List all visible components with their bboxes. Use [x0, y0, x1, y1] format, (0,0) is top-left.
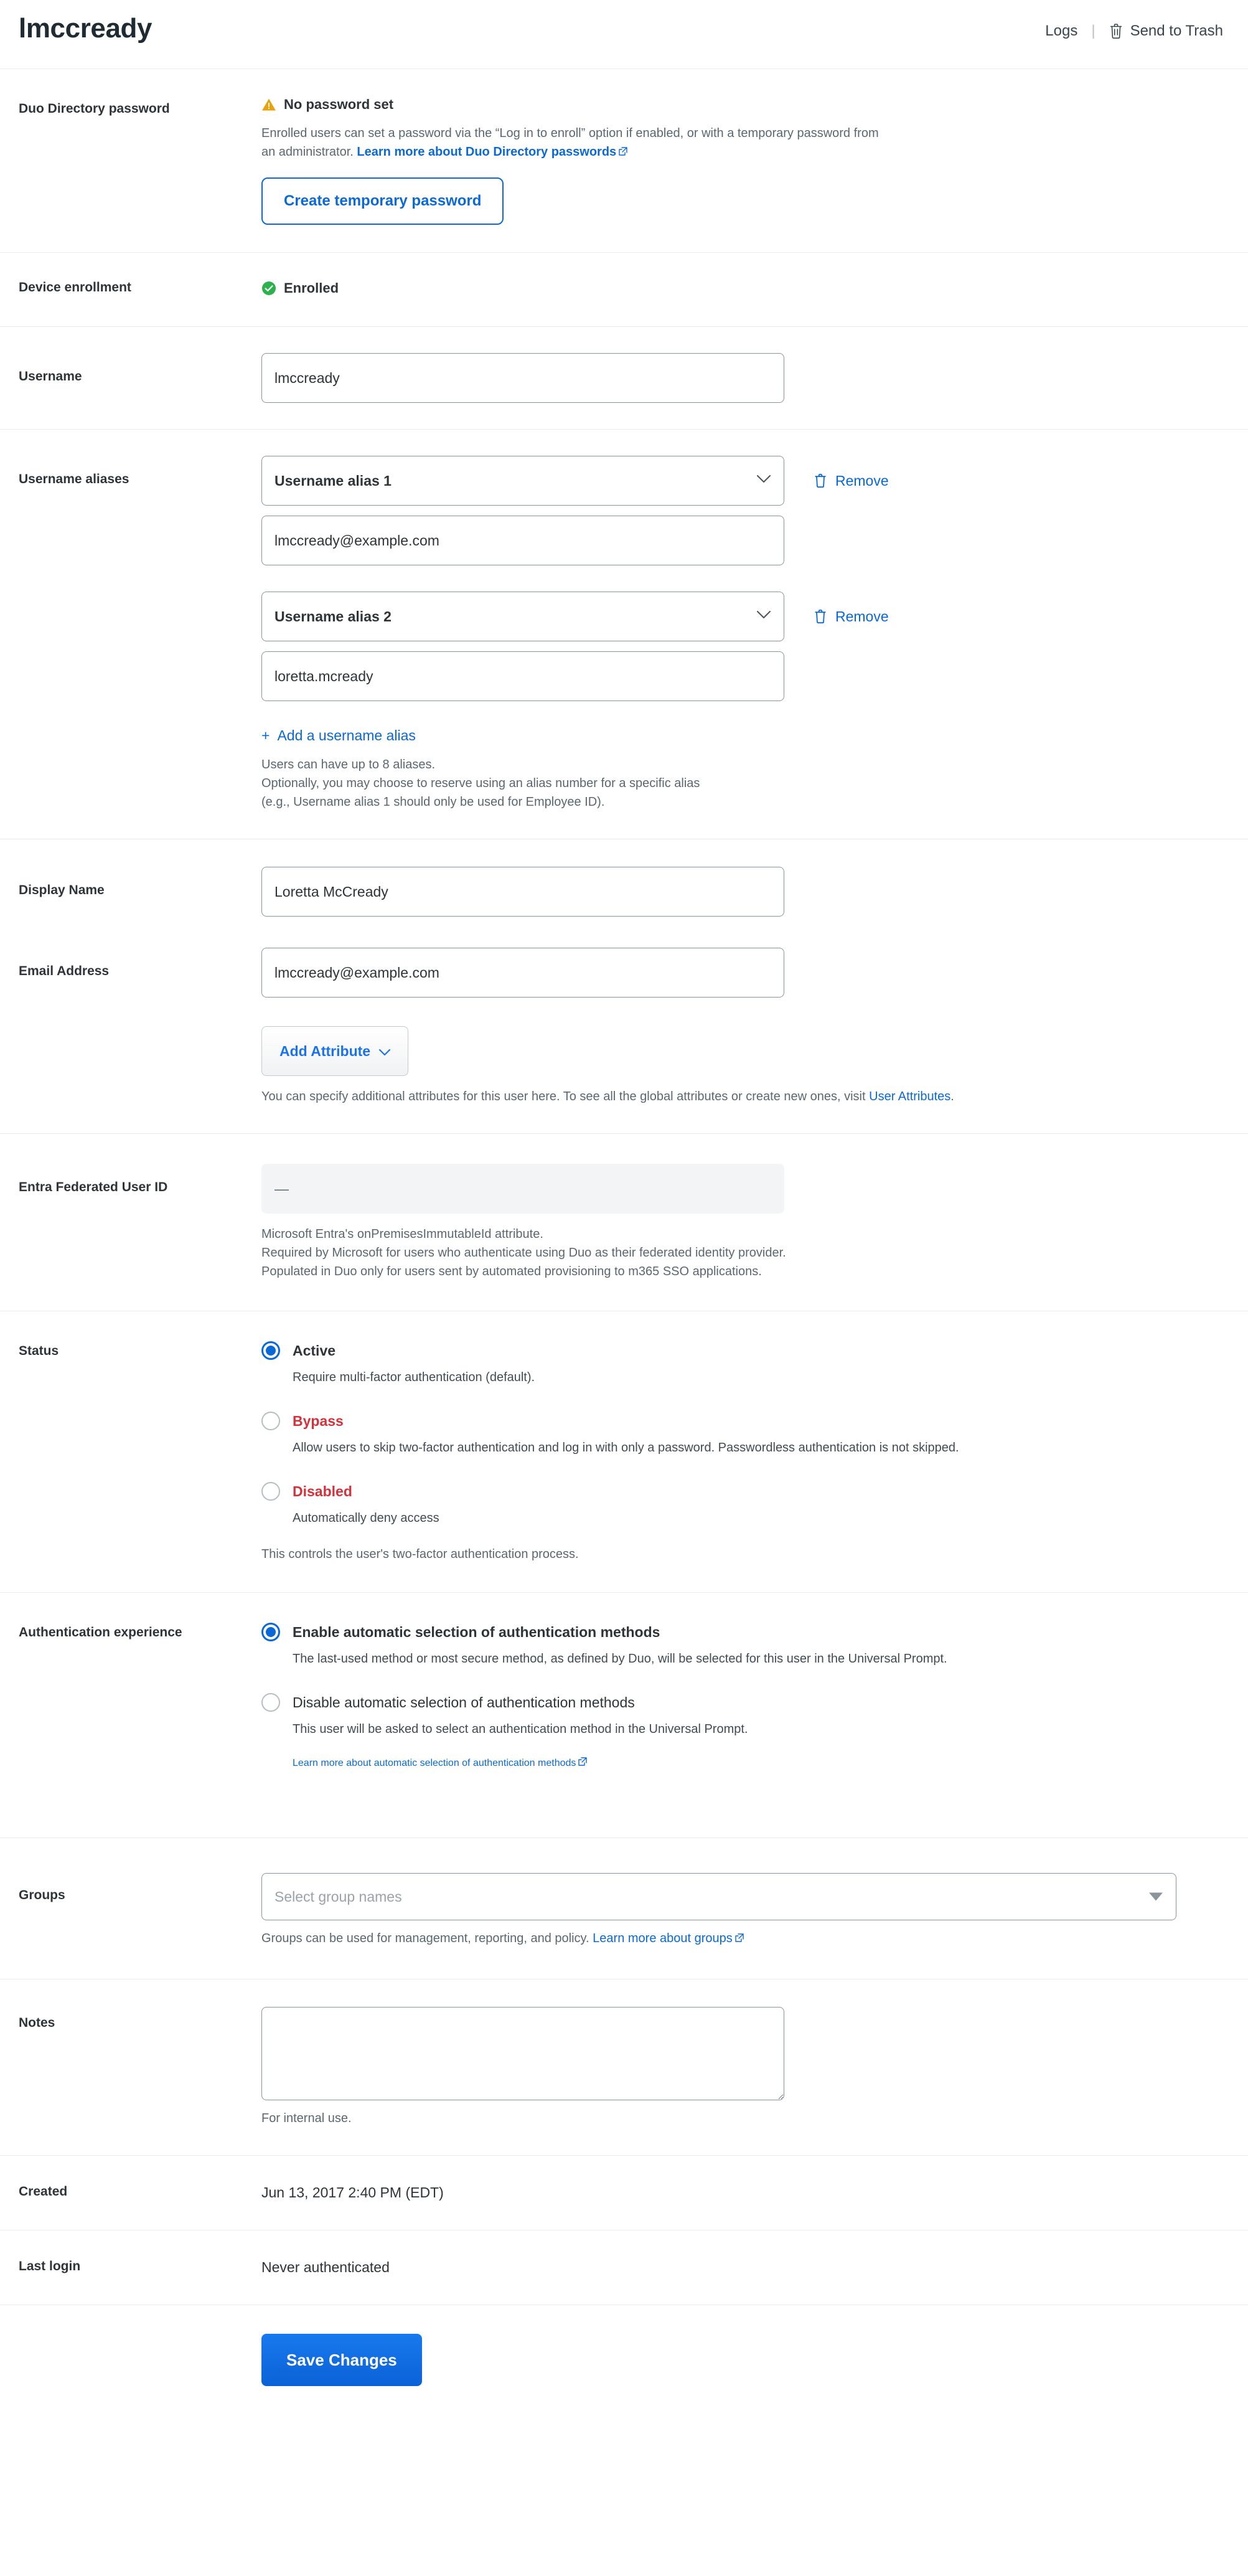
groups-learn-more-label: Learn more about groups	[593, 1932, 733, 1945]
status-option-disabled-description: Automatically deny access	[293, 1511, 439, 1525]
auth-option-enable-label: Enable automatic selection of authentication methods	[293, 1623, 660, 1640]
alias-name-select[interactable]	[261, 592, 784, 641]
remove-alias-button[interactable]	[814, 608, 889, 625]
auth-learn-more-link[interactable]	[293, 1758, 587, 1768]
auth-learn-more-label: Learn more about automatic selection of authentication methods	[293, 1758, 576, 1768]
duo-password-learn-more-label: Learn more about Duo Directory passwords	[357, 145, 617, 159]
alias-selector-row	[261, 456, 1223, 506]
alias-value-wrap	[261, 516, 1223, 565]
chevron-down-icon	[379, 1043, 390, 1060]
aliases-help-line1: Users can have up to 8 aliases.	[261, 758, 436, 771]
entra-federated-user-id-label: Entra Federated User ID	[19, 1180, 168, 1194]
device-enrollment-status	[261, 280, 1223, 296]
trash-icon	[814, 473, 827, 488]
auth-option-enable-description: The last-used method or most secure method, as defined by Duo, will be selected for this user in the Universal Prompt.	[293, 1652, 947, 1666]
alias-select-wrap	[261, 592, 784, 641]
status-option-active-head[interactable]	[261, 1341, 1223, 1360]
page-header	[0, 0, 1248, 68]
username-input[interactable]	[261, 353, 784, 403]
groups-help-prefix: Groups can be used for management, reporting, and policy.	[261, 1932, 593, 1945]
create-temporary-password-button[interactable]: Create temporary password	[261, 177, 504, 225]
auth-learn-more-wrap	[293, 1757, 1223, 1769]
status-option-disabled-head[interactable]	[261, 1482, 1223, 1501]
add-attribute-wrap	[261, 1026, 1223, 1076]
row-username	[0, 326, 1248, 429]
entra-federated-user-id-value: —	[261, 1164, 784, 1214]
status-option-bypass-head[interactable]	[261, 1412, 1223, 1430]
username-label: Username	[19, 369, 82, 384]
radio-active[interactable]	[261, 1341, 280, 1360]
duo-password-description-line2	[261, 143, 1083, 161]
created-content	[261, 2184, 1248, 2201]
row-last-login	[0, 2230, 1248, 2305]
status-option-bypass	[261, 1412, 1223, 1457]
warning-icon	[261, 98, 276, 111]
auth-option-disable-head[interactable]	[261, 1693, 1223, 1712]
row-authentication-experience	[0, 1592, 1248, 1838]
external-link-icon	[578, 1757, 587, 1766]
attribute-help-prefix: You can specify additional attributes for this user here. To see all the global attributes or create new ones, visit	[261, 1090, 870, 1103]
alias-row	[261, 456, 1223, 565]
status-label: Status	[19, 1344, 59, 1358]
alias-selector-row	[261, 592, 1223, 641]
send-to-trash-button[interactable]	[1109, 22, 1223, 40]
user-attributes-link[interactable]: User Attributes	[869, 1090, 951, 1103]
row-device-enrollment	[0, 252, 1248, 326]
row-entra-federated-user-id	[0, 1133, 1248, 1311]
radio-disabled[interactable]	[261, 1482, 280, 1501]
send-to-trash-label: Send to Trash	[1130, 22, 1223, 39]
external-link-icon	[735, 1929, 744, 1938]
status-option-bypass-label: Bypass	[293, 1412, 344, 1429]
save-changes-button[interactable]: Save Changes	[261, 2334, 422, 2386]
duo-password-description	[261, 124, 1083, 161]
remove-alias-label: Remove	[835, 608, 889, 625]
aliases-help	[261, 755, 1223, 811]
entra-help-line3: Populated in Duo only for users sent by automated provisioning to m365 SSO applications.	[261, 1265, 762, 1278]
header-actions	[1045, 14, 1223, 40]
groups-learn-more-link[interactable]	[593, 1932, 744, 1945]
email-address-input[interactable]	[261, 948, 784, 998]
status-option-disabled-label: Disabled	[293, 1483, 352, 1499]
duo-password-status-text: No password set	[284, 97, 394, 112]
entra-federated-user-id-content	[261, 1164, 1248, 1281]
display-name-label: Display Name	[19, 883, 105, 897]
last-login-content	[261, 2259, 1248, 2276]
email-address-label: Email Address	[19, 964, 110, 978]
auth-option-enable-head[interactable]	[261, 1623, 1223, 1641]
check-circle-icon	[261, 281, 276, 296]
header-divider: |	[1091, 22, 1096, 39]
aliases-help-line3: (e.g., Username alias 1 should only be used for Employee ID).	[261, 795, 605, 809]
email-address-content	[261, 948, 1248, 1106]
entra-help-line1: Microsoft Entra's onPremisesImmutableId attribute.	[261, 1227, 543, 1241]
alias-value-input[interactable]	[261, 651, 784, 701]
add-alias-wrap	[261, 727, 1223, 744]
status-option-active-description: Require multi-factor authentication (default).	[293, 1371, 535, 1384]
alias-value-wrap	[261, 651, 1223, 701]
row-status	[0, 1311, 1248, 1592]
auth-option-enable	[261, 1623, 1223, 1668]
row-duo-directory-password	[0, 68, 1248, 252]
username-aliases-label: Username aliases	[19, 472, 129, 486]
device-enrollment-status-text: Enrolled	[284, 280, 339, 296]
device-enrollment-label: Device enrollment	[19, 280, 131, 295]
attribute-help-suffix: .	[950, 1090, 954, 1103]
add-username-alias-label: Add a username alias	[277, 727, 416, 743]
created-label: Created	[19, 2184, 68, 2199]
duo-password-label: Duo Directory password	[19, 101, 170, 116]
remove-alias-label: Remove	[835, 472, 889, 489]
row-created	[0, 2155, 1248, 2230]
external-link-icon	[619, 143, 627, 151]
duo-password-learn-more-link[interactable]	[357, 145, 627, 159]
notes-textarea[interactable]	[261, 2007, 784, 2100]
status-option-active	[261, 1341, 1223, 1387]
authentication-experience-label: Authentication experience	[19, 1625, 182, 1639]
entra-help-line2: Required by Microsoft for users who authenticate using Duo as their federated identity provider.	[261, 1246, 786, 1260]
add-username-alias-button[interactable]	[261, 727, 416, 744]
status-footer-help: This controls the user's two-factor authentication process.	[261, 1547, 579, 1561]
alias-value-input[interactable]	[261, 516, 784, 565]
groups-help	[261, 1929, 1223, 1948]
create-temp-password-wrap	[261, 177, 1223, 225]
save-spacer	[0, 2334, 261, 2386]
row-groups	[0, 1838, 1248, 1979]
auth-option-disable-description: This user will be asked to select an authentication method in the Universal Prompt.	[293, 1722, 748, 1736]
row-save	[0, 2305, 1248, 2423]
alias-name-select[interactable]	[261, 456, 784, 506]
authentication-experience-content	[261, 1623, 1248, 1769]
groups-placeholder: Select group names	[274, 1888, 402, 1905]
notes-help: For internal use.	[261, 2111, 352, 2125]
row-email-address	[0, 917, 1248, 1133]
entra-help	[261, 1225, 1223, 1281]
username-content	[261, 353, 1248, 403]
attribute-help	[261, 1087, 1223, 1106]
radio-bypass[interactable]	[261, 1412, 280, 1430]
save-content	[261, 2334, 1248, 2386]
groups-content	[261, 1873, 1248, 1948]
last-login-value: Never authenticated	[261, 2259, 390, 2275]
add-attribute-button[interactable]	[261, 1026, 408, 1076]
status-content	[261, 1341, 1248, 1564]
groups-select-wrap	[261, 1873, 1176, 1920]
created-value: Jun 13, 2017 2:40 PM (EDT)	[261, 2184, 444, 2201]
page-title: lmccready	[19, 13, 152, 44]
display-name-content	[261, 867, 1248, 917]
duo-password-status	[261, 97, 1223, 113]
remove-alias-button[interactable]	[814, 473, 889, 489]
duo-password-description-line2-text: an administrator.	[261, 145, 354, 159]
display-name-input[interactable]	[261, 867, 784, 917]
username-aliases-content	[261, 456, 1248, 811]
radio-enable-auto-selection[interactable]	[261, 1623, 280, 1641]
row-username-aliases	[0, 429, 1248, 839]
logs-link[interactable]: Logs	[1045, 22, 1078, 39]
device-enrollment-content	[261, 280, 1248, 296]
row-notes	[0, 1979, 1248, 2155]
groups-label: Groups	[19, 1888, 65, 1902]
notes-label: Notes	[19, 2016, 55, 2030]
duo-password-content	[261, 97, 1248, 225]
radio-disable-auto-selection[interactable]	[261, 1693, 280, 1712]
auth-option-disable	[261, 1693, 1223, 1739]
groups-select[interactable]	[261, 1873, 1176, 1920]
last-login-label: Last login	[19, 2259, 81, 2273]
duo-password-description-line1: Enrolled users can set a password via the “Log in to enroll” option if enabled, or with a temporary password from	[261, 126, 879, 140]
add-attribute-label: Add Attribute	[279, 1042, 371, 1059]
notes-content	[261, 2007, 1248, 2128]
plus-icon: +	[261, 727, 270, 743]
alias-row	[261, 592, 1223, 701]
auth-option-disable-label: Disable automatic selection of authentication methods	[293, 1694, 635, 1710]
status-option-active-label: Active	[293, 1342, 336, 1359]
alias-select-wrap	[261, 456, 784, 506]
row-display-name	[0, 839, 1248, 917]
status-option-bypass-description: Allow users to skip two-factor authentication and log in with only a password. Passwordless authentication is not skipped.	[293, 1441, 959, 1455]
aliases-help-line2: Optionally, you may choose to reserve using an alias number for a specific alias	[261, 776, 700, 790]
status-option-disabled	[261, 1482, 1223, 1527]
trash-icon	[814, 609, 827, 624]
trash-icon	[1109, 23, 1123, 39]
